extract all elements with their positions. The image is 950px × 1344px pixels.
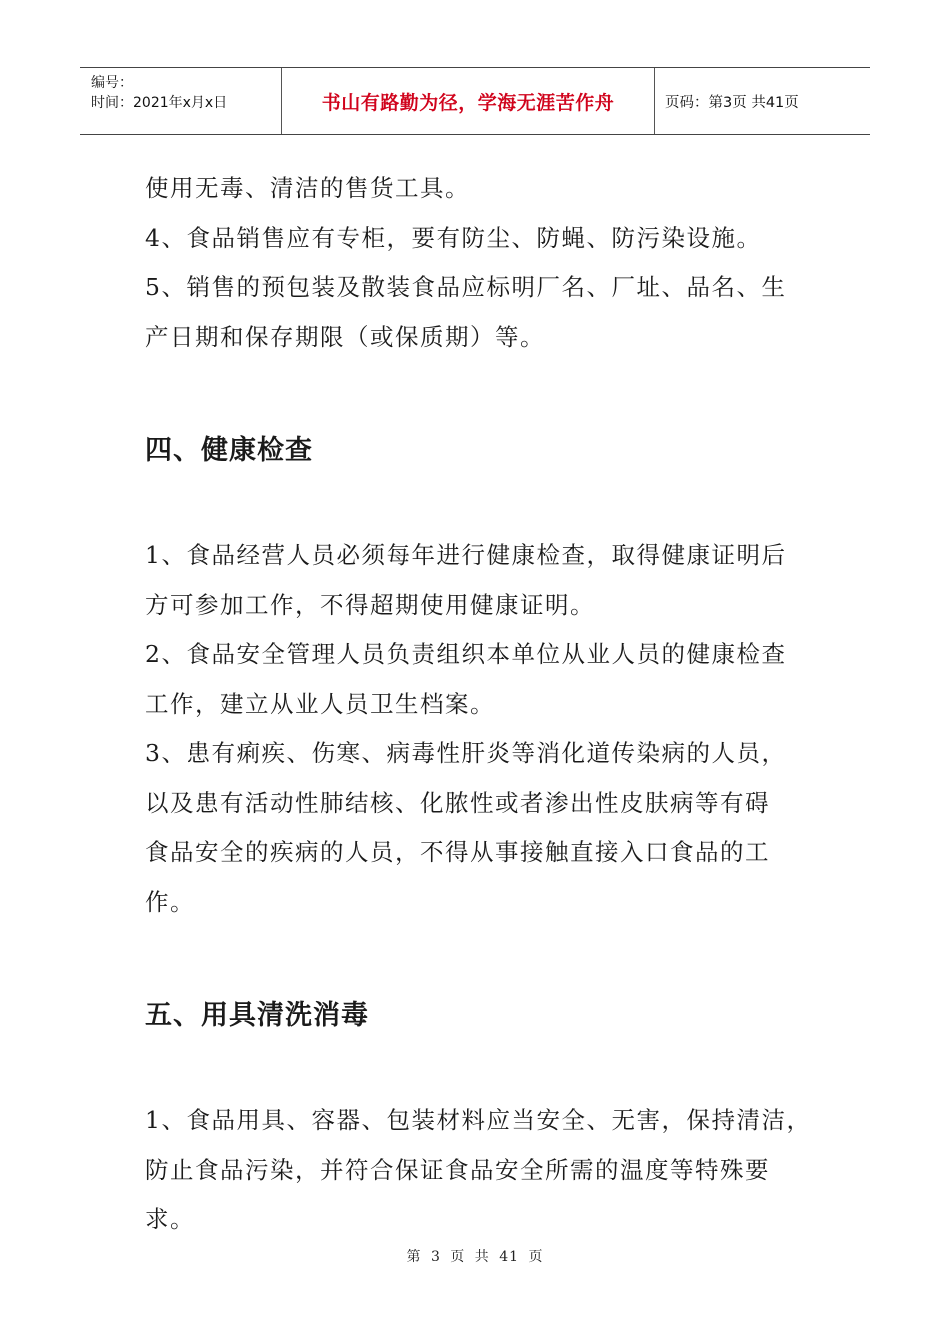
paragraph-line: 作。 bbox=[145, 887, 195, 916]
paragraph-line: 求。 bbox=[145, 1205, 195, 1233]
paragraph-line: 3、患有痢疾、伤寒、病毒性肝炎等消化道传染病的人员， bbox=[145, 739, 787, 767]
paragraph-line: 1、食品用具、容器、包装材料应当安全、无害，保持清洁， bbox=[145, 1106, 812, 1134]
section-5-body bbox=[145, 1096, 825, 1245]
page-footer: 第 3 页 共 41 页 bbox=[406, 1249, 544, 1265]
page-info: 页码：第3页 共41页 bbox=[665, 94, 799, 111]
serial-label: 编号： bbox=[91, 75, 133, 91]
section-3-tail bbox=[145, 164, 825, 362]
section-5-heading: 五、用具清洗消毒 bbox=[145, 1000, 369, 1031]
page-header bbox=[80, 67, 870, 135]
paragraph-line: 5、销售的预包装及散装食品应标明厂名、厂址、品名、生 bbox=[145, 273, 787, 301]
paragraph-line: 工作，建立从业人员卫生档案。 bbox=[145, 689, 495, 718]
date-label: 时间：2021年x月x日 bbox=[91, 95, 228, 111]
header-page-cell bbox=[655, 68, 870, 134]
paragraph-line: 1、食品经营人员必须每年进行健康检查，取得健康证明后 bbox=[145, 541, 787, 569]
motto-text: 书山有路勤为径，学海无涯苦作舟 bbox=[321, 91, 615, 114]
paragraph-line: 食品安全的疾病的人员，不得从事接触直接入口食品的工 bbox=[145, 838, 770, 866]
document-body bbox=[145, 164, 825, 1245]
paragraph-line: 使用无毒、清洁的售货工具。 bbox=[145, 174, 470, 202]
paragraph-line: 防止食品污染，并符合保证食品安全所需的温度等特殊要 bbox=[145, 1155, 770, 1184]
section-4-body bbox=[145, 531, 825, 927]
header-motto-cell bbox=[282, 68, 655, 134]
paragraph-line: 产日期和保存期限（或保质期）等。 bbox=[145, 322, 545, 351]
header-meta-cell bbox=[80, 68, 282, 134]
paragraph-line: 以及患有活动性肺结核、化脓性或者渗出性皮肤病等有碍 bbox=[145, 788, 770, 817]
paragraph-line: 方可参加工作，不得超期使用健康证明。 bbox=[145, 590, 595, 619]
paragraph-line: 4、食品销售应有专柜，要有防尘、防蝇、防污染设施。 bbox=[145, 223, 762, 252]
paragraph-line: 2、食品安全管理人员负责组织本单位从业人员的健康检查 bbox=[145, 640, 787, 668]
section-4-heading: 四、健康检查 bbox=[145, 435, 313, 466]
